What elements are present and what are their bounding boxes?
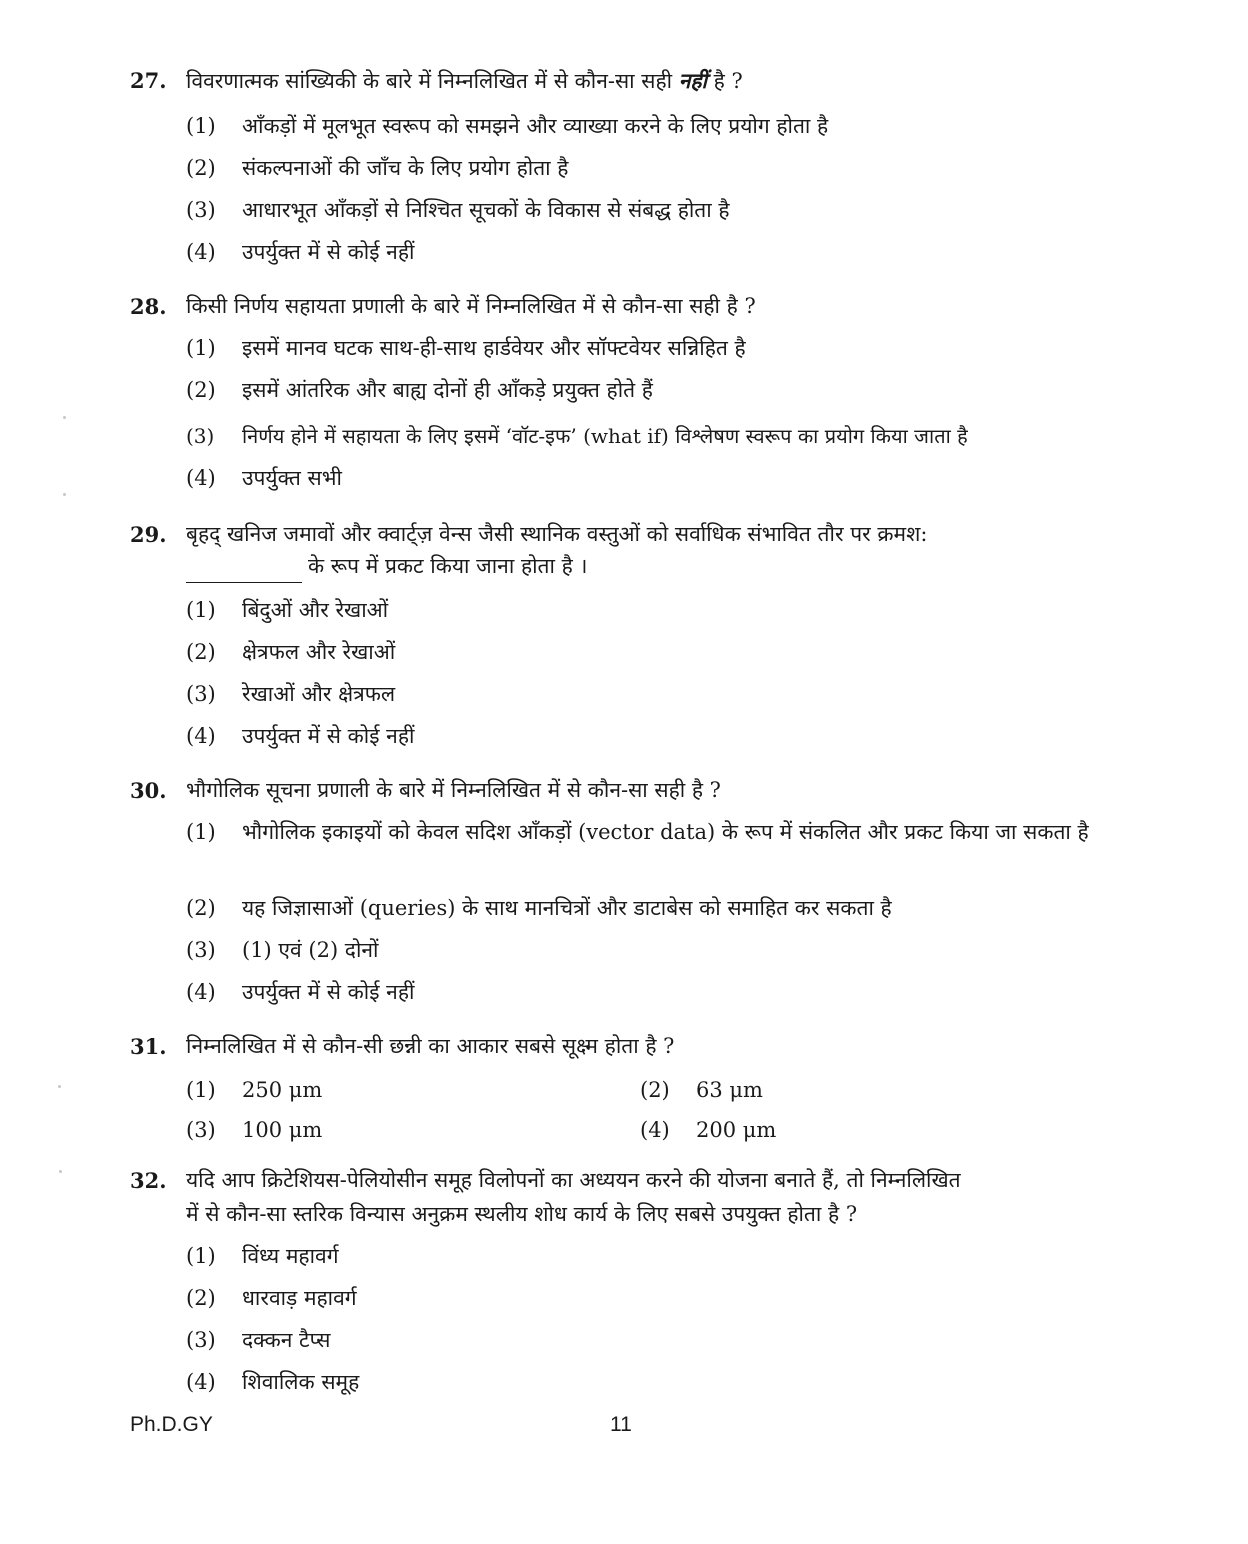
- option-number: (4): [640, 1118, 670, 1142]
- option: [186, 816, 1106, 849]
- question-text-part: के रूप में प्रकट किया जाना होता है ।: [308, 554, 588, 578]
- option: [186, 1114, 322, 1147]
- option-number: (3): [186, 1328, 216, 1352]
- option-number: (1): [186, 336, 216, 360]
- option-number: (1): [186, 1244, 216, 1268]
- question-number: 28.: [130, 294, 167, 319]
- option-number: (2): [186, 1286, 216, 1310]
- question-text: [186, 64, 1106, 98]
- option-text: उपर्युक्त में से कोई नहीं: [242, 980, 415, 1004]
- option: [186, 892, 892, 925]
- option-text: 63 μm: [696, 1078, 763, 1102]
- option-text: निर्णय होने में सहायता के लिए इसमें ‘वॉट-इफ’ (what if) विश्लेषण स्वरूप का प्रयोग किया जाता है: [242, 424, 968, 448]
- option-text: रेखाओं और क्षेत्रफल: [242, 682, 396, 706]
- option-text: यह जिज्ञासाओं (queries) के साथ मानचित्रों और डाटाबेस को समाहित कर सकता है: [242, 896, 892, 920]
- option: [186, 1282, 357, 1315]
- option-number: (4): [186, 466, 216, 490]
- scan-speck: [63, 416, 66, 419]
- option-number: (1): [186, 1078, 216, 1102]
- option: [640, 1114, 776, 1147]
- option-text: (1) एवं (2) दोनों: [242, 938, 379, 962]
- option: [186, 420, 968, 453]
- option-number: (1): [186, 820, 216, 844]
- option-number: (2): [186, 640, 216, 664]
- question-text-part: विवरणात्मक सांख्यिकी के बारे में निम्नलिखित में से कौन-सा सही: [186, 69, 679, 93]
- paper-code: Ph.D.GY: [130, 1413, 213, 1436]
- option-number: (4): [186, 240, 216, 264]
- question-text-part: है ?: [706, 69, 743, 93]
- option-text: धारवाड़ महावर्ग: [242, 1286, 357, 1310]
- scan-speck: [58, 1085, 61, 1088]
- question-emphasis: नहीं: [678, 68, 707, 93]
- option: [186, 678, 395, 711]
- option: [186, 374, 653, 407]
- option: [186, 152, 568, 185]
- option-number: (3): [186, 424, 215, 448]
- option-text: 250 μm: [242, 1078, 323, 1102]
- option-text: इसमें आंतरिक और बाह्य दोनों ही आँकड़े प्रयुक्त होते हैं: [242, 378, 653, 402]
- option-number: (3): [186, 682, 216, 706]
- option: [186, 110, 828, 143]
- option-number: (3): [186, 198, 216, 222]
- option-text: उपर्युक्त सभी: [242, 466, 342, 490]
- option-text: बिंदुओं और रेखाओं: [242, 598, 389, 622]
- question-number: 29.: [130, 522, 167, 547]
- option-text: 200 μm: [696, 1118, 777, 1142]
- option-number: (1): [186, 598, 216, 622]
- option-number: (2): [186, 378, 216, 402]
- question-text: यदि आप क्रिटेशियस-पेलियोसीन समूह विलोपनों का अध्ययन करने की योजना बनाते हैं, तो निम्नलिखित: [186, 1168, 961, 1192]
- option: [186, 1240, 339, 1273]
- option-text: आधारभूत आँकड़ों से निश्चित सूचकों के विकास से संबद्ध होता है: [242, 198, 730, 222]
- question-number: 32.: [130, 1168, 167, 1193]
- question-number: 31.: [130, 1034, 167, 1059]
- option: [186, 594, 388, 627]
- option-number: (2): [640, 1078, 670, 1102]
- option-text: उपर्युक्त में से कोई नहीं: [242, 724, 415, 748]
- option-text: 100 μm: [242, 1118, 323, 1142]
- option-text: संकल्पनाओं की जाँच के लिए प्रयोग होता है: [242, 156, 569, 180]
- option-number: (2): [186, 156, 216, 180]
- question-number: 30.: [130, 778, 167, 803]
- option: [640, 1074, 763, 1107]
- option-number: (4): [186, 724, 216, 748]
- option: [186, 934, 379, 967]
- option: [186, 636, 395, 669]
- option-number: (3): [186, 938, 216, 962]
- option: [186, 332, 746, 365]
- option: [186, 976, 414, 1009]
- option: [186, 1366, 359, 1399]
- option: [186, 720, 414, 753]
- option-text: उपर्युक्त में से कोई नहीं: [242, 240, 415, 264]
- option-text: विंध्य महावर्ग: [242, 1244, 339, 1268]
- scan-speck: [63, 493, 66, 496]
- scan-speck: [59, 1170, 62, 1173]
- option: [186, 462, 342, 495]
- question-text-line2: [186, 550, 1106, 583]
- option: [186, 236, 414, 269]
- page-number: 11: [610, 1413, 632, 1436]
- option: [186, 194, 730, 227]
- question-text-line2: में से कौन-सा स्तरिक विन्यास अनुक्रम स्थलीय शोध कार्य के लिए सबसे उपयुक्त होता है ?: [186, 1202, 858, 1226]
- option-number: (1): [186, 114, 216, 138]
- option-number: (3): [186, 1118, 216, 1142]
- question-text: बृहद् खनिज जमावों और क्वार्ट्ज़ वेन्स जैसी स्थानिक वस्तुओं को सर्वाधिक संभावित तौर पर क्रमश:: [186, 522, 928, 546]
- question-text: किसी निर्णय सहायता प्रणाली के बारे में निम्नलिखित में से कौन-सा सही है ?: [186, 294, 756, 318]
- option: [186, 1324, 330, 1357]
- question-text: भौगोलिक सूचना प्रणाली के बारे में निम्नलिखित में से कौन-सा सही है ?: [186, 778, 721, 802]
- question-number: 27.: [130, 68, 167, 93]
- option: [186, 1074, 322, 1107]
- option-text: भौगोलिक इकाइयों को केवल सदिश आँकड़ों (vector data) के रूप में संकलित और प्रकट किया जा सकता है: [242, 820, 1089, 844]
- option-number: (2): [186, 896, 216, 920]
- option-text: शिवालिक समूह: [242, 1370, 360, 1394]
- option-text: आँकड़ों में मूलभूत स्वरूप को समझने और व्याख्या करने के लिए प्रयोग होता है: [242, 114, 829, 138]
- answer-blank: [186, 562, 302, 583]
- option-text: क्षेत्रफल और रेखाओं: [242, 640, 396, 664]
- option-text: इसमें मानव घटक साथ-ही-साथ हार्डवेयर और सॉफ्टवेयर सन्निहित है: [242, 336, 746, 360]
- option-number: (4): [186, 1370, 216, 1394]
- question-text: निम्नलिखित में से कौन-सी छन्नी का आकार सबसे सूक्ष्म होता है ?: [186, 1034, 675, 1058]
- option-text: दक्कन टैप्स: [242, 1328, 331, 1352]
- option-number: (4): [186, 980, 216, 1004]
